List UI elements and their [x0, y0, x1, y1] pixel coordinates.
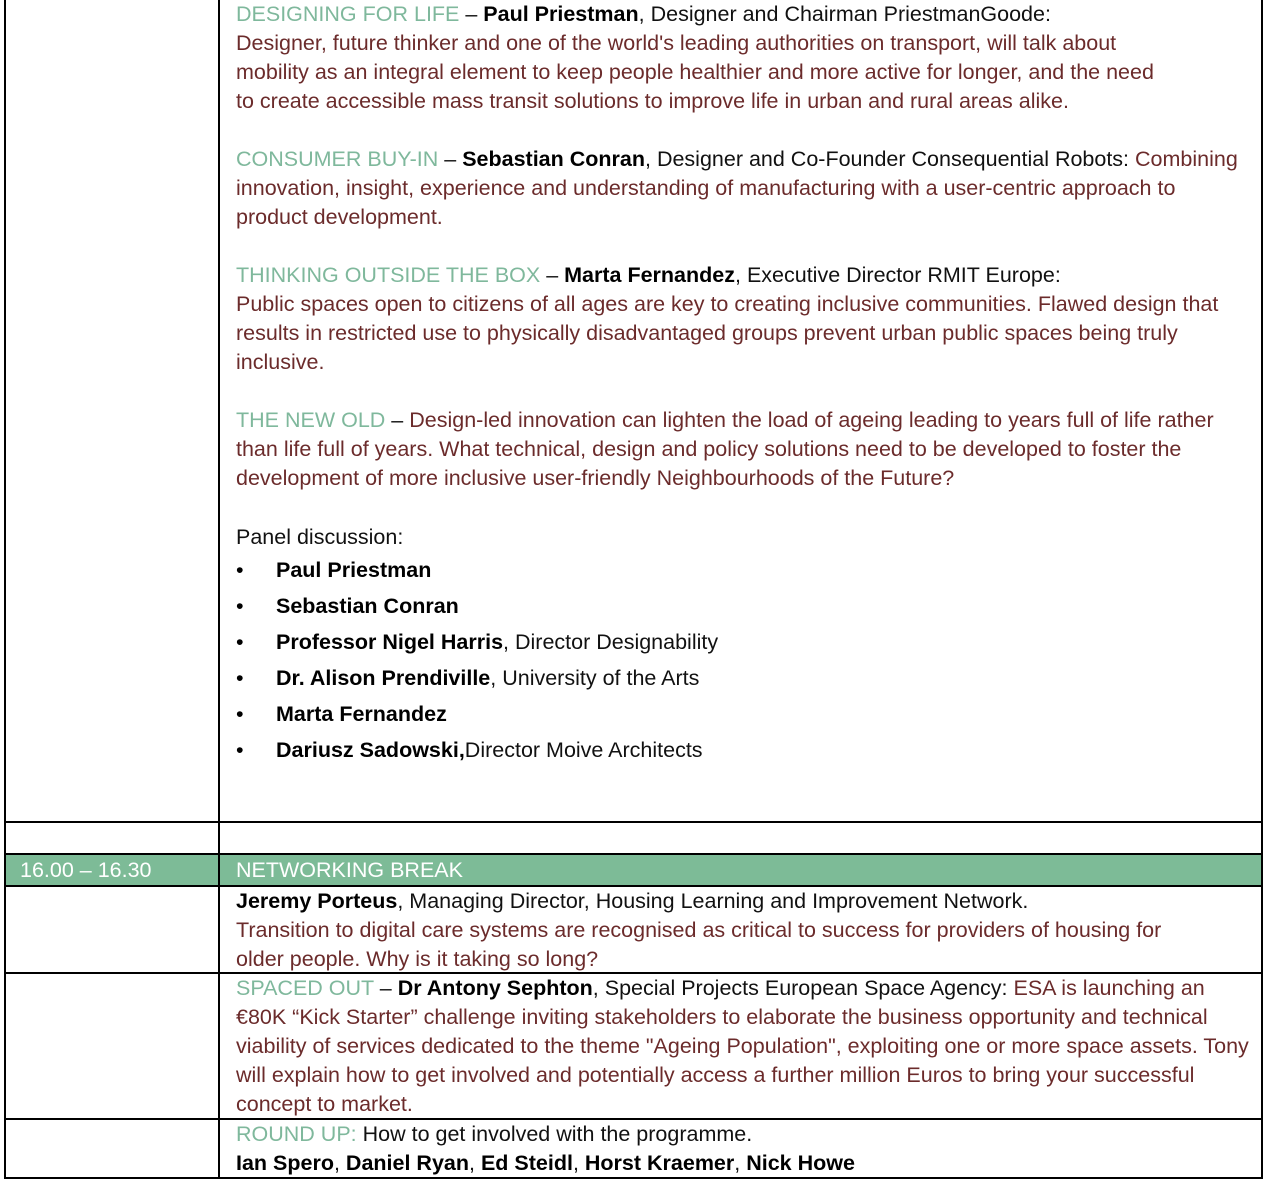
networking-break-row [6, 853, 1261, 885]
bullet-icon: • [236, 702, 244, 726]
speaker-name: Dr Antony Sephton [397, 976, 593, 1000]
spaced-out-row [6, 972, 1261, 1118]
speaker-role: , Designer and Chairman PriestmanGoode: [638, 2, 1051, 26]
speaker-name: Jeremy Porteus [236, 889, 398, 913]
speaker-name: Ian Spero [236, 1151, 334, 1175]
speaker-name: Marta Fernandez [564, 263, 735, 287]
session-consumer-buy-in: CONSUMER BUY-IN – Sebastian Conran, Designer and Co-Founder Consequential Robots: Combining innovation, insight, experience and understanding of manufacturing with a user-centric approach to product development. [236, 147, 1238, 229]
bullet-icon: • [236, 594, 244, 618]
bullet-icon: • [236, 666, 244, 690]
member-name: Marta Fernandez [276, 702, 447, 726]
bullet-icon: • [236, 738, 244, 762]
member-role: Director Moive Architects [464, 738, 703, 762]
sessions-row [6, 0, 1261, 821]
panel-member [236, 660, 1251, 696]
break-label: NETWORKING BREAK [236, 858, 463, 882]
speaker-name: Ed Steidl [480, 1151, 573, 1175]
session-description: ESA is launching an €80K “Kick Starter” challenge inviting stakeholders to elaborate the business opportunity and technical viability of services dedicated to the theme "Ageing Population", exploiting one or more space assets. Tony will explain how to get involved and potentially access a further million Euros to bring your successful concept to market. [236, 976, 1249, 1116]
session-title: CONSUMER BUY-IN [236, 147, 439, 171]
time-cell-empty [6, 823, 220, 853]
bullet-icon: • [236, 558, 244, 582]
round-up-row [6, 1118, 1261, 1177]
content-cell-empty [220, 823, 1261, 853]
member-role: , University of the Arts [490, 666, 700, 690]
speaker-role: , Special Projects European Space Agency: [592, 976, 1014, 1000]
session-title: ROUND UP: [236, 1122, 357, 1146]
session-title: DESIGNING FOR LIFE [236, 2, 460, 26]
member-role: , Director Designability [503, 630, 719, 654]
round-up-names: Ian Spero, Daniel Ryan, Ed Steidl, Horst Kraemer, Nick Howe [236, 1151, 855, 1175]
session-title: THINKING OUTSIDE THE BOX [236, 263, 541, 287]
panel-member [236, 624, 1251, 660]
speaker-name: Paul Priestman [483, 2, 639, 26]
member-name: Dariusz Sadowski, [276, 738, 465, 762]
panel-members-list [236, 552, 1251, 768]
empty-row [6, 821, 1261, 853]
round-up-text: How to get involved with the programme. [356, 1122, 753, 1146]
session-designing-for-life: DESIGNING FOR LIFE – Paul Priestman, Designer and Chairman PriestmanGoode: Designer, future thinker and one of the world's leading authorities on transport, will talk about mobility as an integral element to keep people healthier and more active for longer, and the need to create accessible mass transit solutions to improve life in urban and rural areas alike. [236, 0, 1251, 116]
speaker-role: , Managing Director, Housing Learning and Improvement Network. [397, 889, 1029, 913]
panel-discussion [236, 522, 1251, 768]
bullet-icon: • [236, 630, 244, 654]
time-cell-empty [6, 887, 220, 972]
speaker-name: Nick Howe [746, 1151, 855, 1175]
porteus-content [220, 887, 1261, 972]
session-description: Public spaces open to citizens of all ages are key to creating inclusive communities. Flawed design that results in restricted use to physically disadvantaged groups prevent urban public spaces being truly inclusive. [236, 292, 1219, 374]
panel-member [236, 732, 1251, 768]
panel-member [236, 552, 1251, 588]
session-description: Designer, future thinker and one of the world's leading authorities on transport, will talk about mobility as an integral element to keep people healthier and more active for longer, and the need to create accessible mass transit solutions to improve life in urban and rural areas alike. [236, 31, 1154, 113]
session-the-new-old: THE NEW OLD – Design-led innovation can lighten the load of ageing leading to years full of life rather than life full of years. What technical, design and policy solutions need to be developed to foster the development of more inclusive user-friendly Neighbourhoods of the Future? [236, 408, 1214, 490]
speaker-name: Sebastian Conran [462, 147, 645, 171]
speaker-name: Horst Kraemer [584, 1151, 735, 1175]
member-name: Paul Priestman [276, 558, 432, 582]
porteus-row [6, 885, 1261, 972]
session-title: THE NEW OLD [236, 408, 386, 432]
speaker-role: , Designer and Co-Founder Consequential Robots: [645, 147, 1130, 171]
member-name: Sebastian Conran [276, 594, 459, 618]
agenda-table [4, 0, 1263, 1179]
break-time: 16.00 – 16.30 [6, 855, 220, 885]
panel-member [236, 588, 1251, 624]
time-cell-empty [6, 974, 220, 1118]
session-thinking-outside-the-box: THINKING OUTSIDE THE BOX – Marta Fernandez, Executive Director RMIT Europe: Public spaces open to citizens of all ages are key to creating inclusive communities. Flawed design that results in restricted use to physically disadvantaged groups prevent urban public spaces being truly inclusive. [236, 263, 1219, 374]
panel-member [236, 696, 1251, 732]
panel-title: Panel discussion: [236, 525, 404, 549]
member-name: Dr. Alison Prendiville [276, 666, 491, 690]
spaced-out-content: SPACED OUT – Dr Antony Sephton, Special Projects European Space Agency: ESA is launching an €80K “Kick Starter” challenge inviting stakeholders to elaborate the business opportunity and technical viability of services dedicated to the theme "Ageing Population", exploiting one or more space assets. Tony will explain how to get involved and potentially access a further million Euros to bring your successful concept to market. [236, 976, 1249, 1116]
sessions-content [220, 0, 1261, 821]
session-description: Transition to digital care systems are recognised as critical to success for providers of housing for older people. Why is it taking so long? [236, 918, 1162, 971]
time-cell-empty [6, 0, 220, 821]
round-up-content [220, 1120, 1261, 1177]
speaker-name: Daniel Ryan [345, 1151, 469, 1175]
session-title: SPACED OUT [236, 976, 374, 1000]
speaker-role: , Executive Director RMIT Europe: [735, 263, 1061, 287]
session-description: Combining innovation, insight, experience and understanding of manufacturing with a user-centric approach to product development. [236, 147, 1238, 229]
time-cell-empty [6, 1120, 220, 1177]
member-name: Professor Nigel Harris [276, 630, 504, 654]
session-description: Design-led innovation can lighten the load of ageing leading to years full of life rather than life full of years. What technical, design and policy solutions need to be developed to foster the development of more inclusive user-friendly Neighbourhoods of the Future? [236, 408, 1214, 490]
